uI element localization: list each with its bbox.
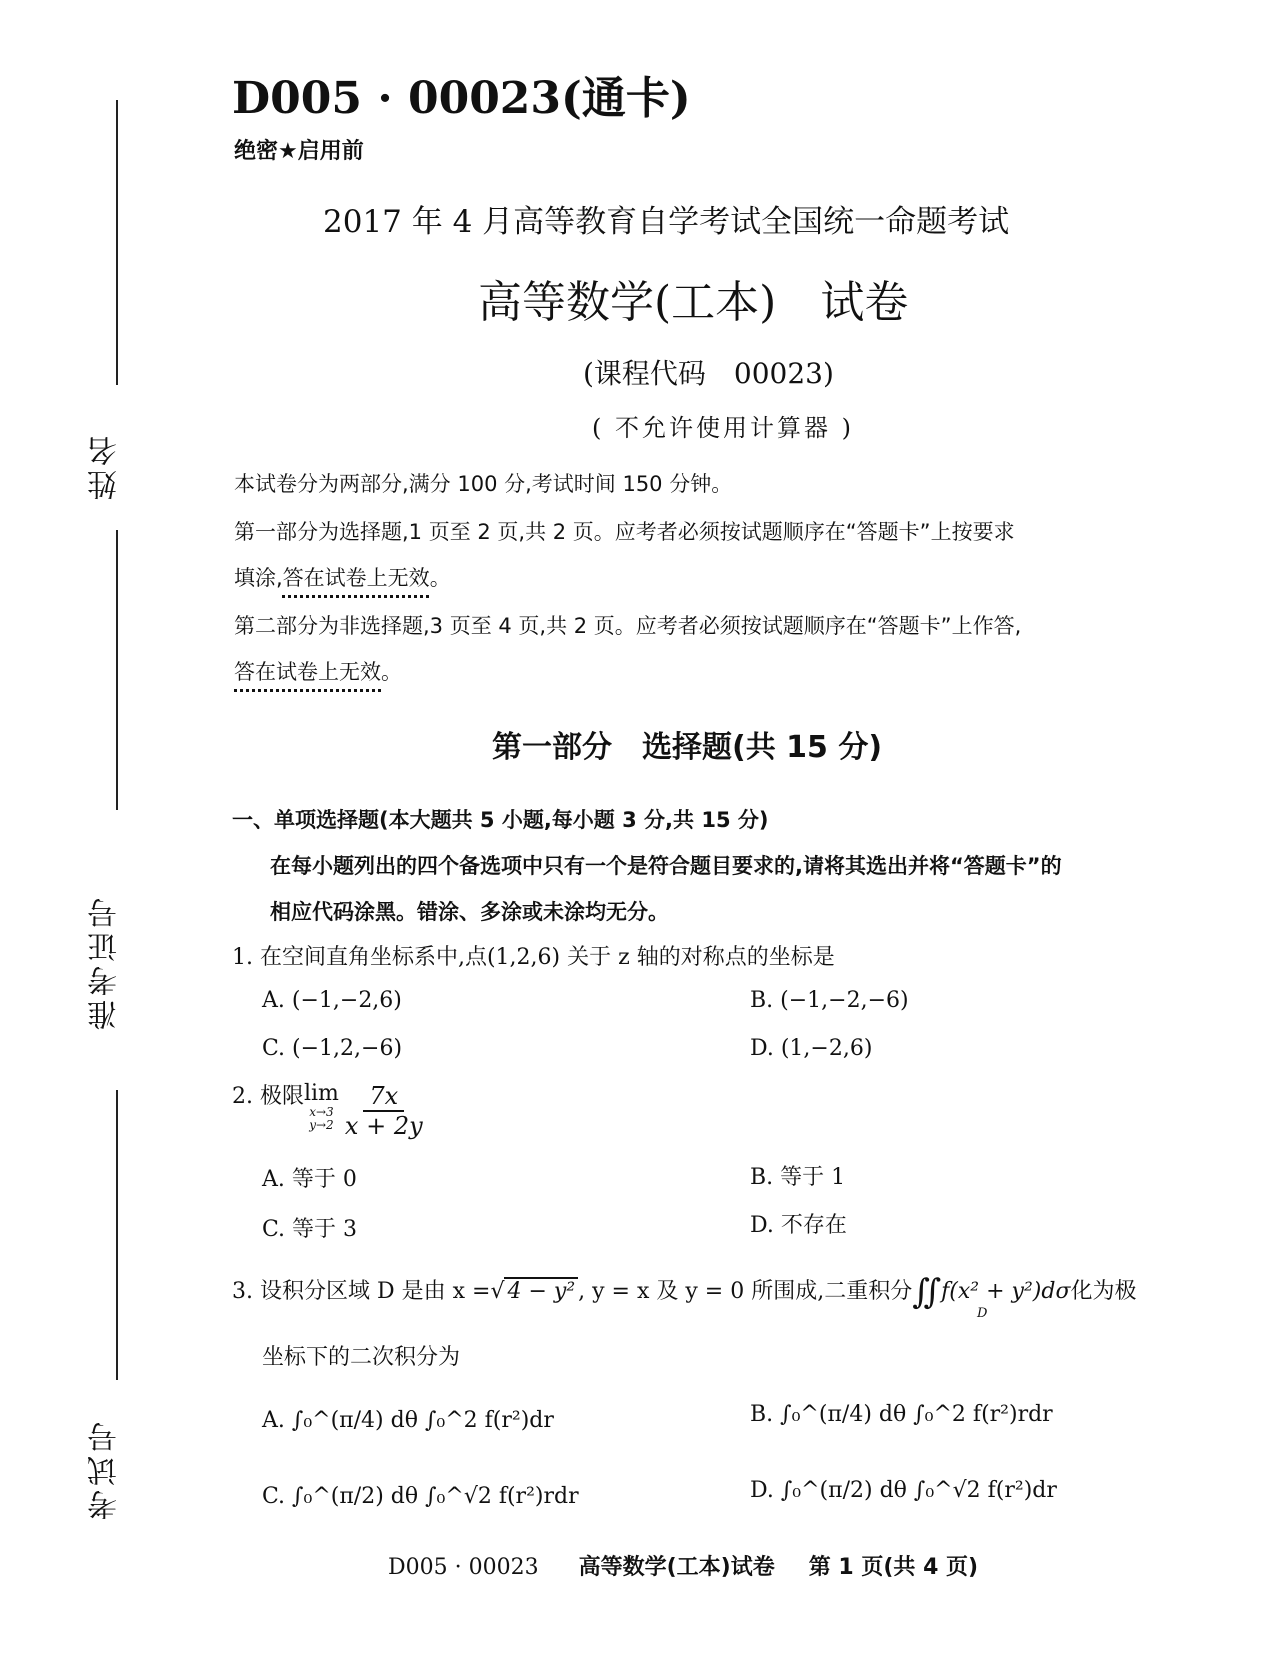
q3-integrand: f(x² + y²)dσ [941,1279,1071,1304]
footer [388,1550,978,1581]
instruction-line-5-suffix: 。 [381,660,402,684]
q3-stem-line2: 坐标下的二次积分为 [262,1345,461,1370]
q3-option-a: A. ∫₀^(π/4) dθ ∫₀^2 f(r²)dr [262,1408,554,1433]
q2-numerator: 7x [363,1082,404,1112]
q2-option-d: D. 不存在 [750,1213,847,1238]
margin-line-1 [116,100,118,385]
q3-stem-part2: , y = x 及 y = 0 所围成,二重积分 [578,1279,913,1304]
margin-line-3 [116,1090,118,1380]
q1-option-d: D. (1,−2,6) [750,1036,873,1061]
q2-option-c: C. 等于 3 [262,1217,358,1242]
section1-desc-2: 相应代码涂黑。错涂、多涂或未涂均无分。 [270,900,669,924]
name-label: 姓名 [88,432,123,500]
margin-line-2 [116,530,118,810]
q2-lim-text: lim [303,1081,339,1106]
q1-option-b: B. (−1,−2,−6) [750,988,909,1013]
secret-mark: 绝密★启用前 [234,139,364,164]
q2-limit [304,1082,339,1132]
q3-region-label: D [977,1306,988,1321]
part1-heading: 第一部分 选择题(共 15 分) [492,730,883,765]
q2-lim-sub-x: x→3 [309,1105,334,1119]
q2-option-b: B. 等于 1 [750,1165,846,1190]
paper-title: 高等数学(工本) 试卷 [478,277,909,328]
invalid-warning-1: 答在试卷上无效 [282,566,430,590]
q3-stem-part3: 化为极 [1070,1279,1137,1304]
q2-stem-prefix: 2. 极限 [232,1084,304,1109]
instruction-line-4: 第二部分为非选择题,3 页至 4 页,共 2 页。应考者必须按试题顺序在“答题卡”上作答, [234,614,1022,638]
instruction-line-3 [234,562,451,592]
exam-line: 2017 年 4 月高等教育自学考试全国统一命题考试 [323,204,1010,240]
footer-code: D005 · 00023 [388,1555,539,1580]
q2-stem [232,1082,423,1140]
q3-sqrt-expr: 4 − y² [504,1277,578,1304]
doc-code: D005 · 00023(通卡) [232,73,691,124]
calculator-note: ( 不允许使用计算器 ) [592,414,854,442]
q2-lim-sub-y: y→2 [309,1118,334,1132]
admission-number-label: 准考证号 [88,894,123,1030]
footer-page: 第 1 页(共 4 页) [808,1555,979,1580]
q1-option-a: A. (−1,−2,6) [262,988,402,1013]
q3-sqrt-sign: √ [490,1279,505,1304]
q3-stem [232,1272,1136,1312]
section1-heading: 一、单项选择题(本大题共 5 小题,每小题 3 分,共 15 分) [232,808,769,832]
q3-option-b: B. ∫₀^(π/4) dθ ∫₀^2 f(r²)rdr [750,1402,1053,1427]
q3-option-c: C. ∫₀^(π/2) dθ ∫₀^√2 f(r²)rdr [262,1484,579,1509]
q2-fraction [345,1082,423,1140]
instruction-line-5 [234,656,402,686]
footer-title: 高等数学(工本)试卷 [578,1555,775,1580]
instruction-line-3-suffix: 。 [429,566,451,590]
instruction-line-1: 本试卷分为两部分,满分 100 分,考试时间 150 分钟。 [234,472,733,496]
invalid-warning-2: 答在试卷上无效 [234,660,381,684]
instruction-line-2: 第一部分为选择题,1 页至 2 页,共 2 页。应考者必须按试题顺序在“答题卡”上按要求 [234,520,1015,544]
q3-double-integral-sign: ∬ [912,1272,942,1312]
course-code: (课程代码 00023) [583,357,834,390]
q3-stem-part1: 3. 设积分区域 D 是由 x = [232,1279,491,1304]
q1-option-c: C. (−1,2,−6) [262,1036,403,1061]
section1-desc-1: 在每小题列出的四个备选项中只有一个是符合题目要求的,请将其选出并将“答题卡”的 [270,854,1062,878]
q2-denominator: x + 2y [344,1112,423,1140]
q3-option-d: D. ∫₀^(π/2) dθ ∫₀^√2 f(r²)dr [750,1478,1057,1503]
q1-stem: 1. 在空间直角坐标系中,点(1,2,6) 关于 z 轴的对称点的坐标是 [232,945,835,970]
instruction-line-3-prefix: 填涂, [234,566,283,590]
exam-number-label: 考试号 [88,1418,123,1520]
q2-option-a: A. 等于 0 [262,1167,357,1192]
